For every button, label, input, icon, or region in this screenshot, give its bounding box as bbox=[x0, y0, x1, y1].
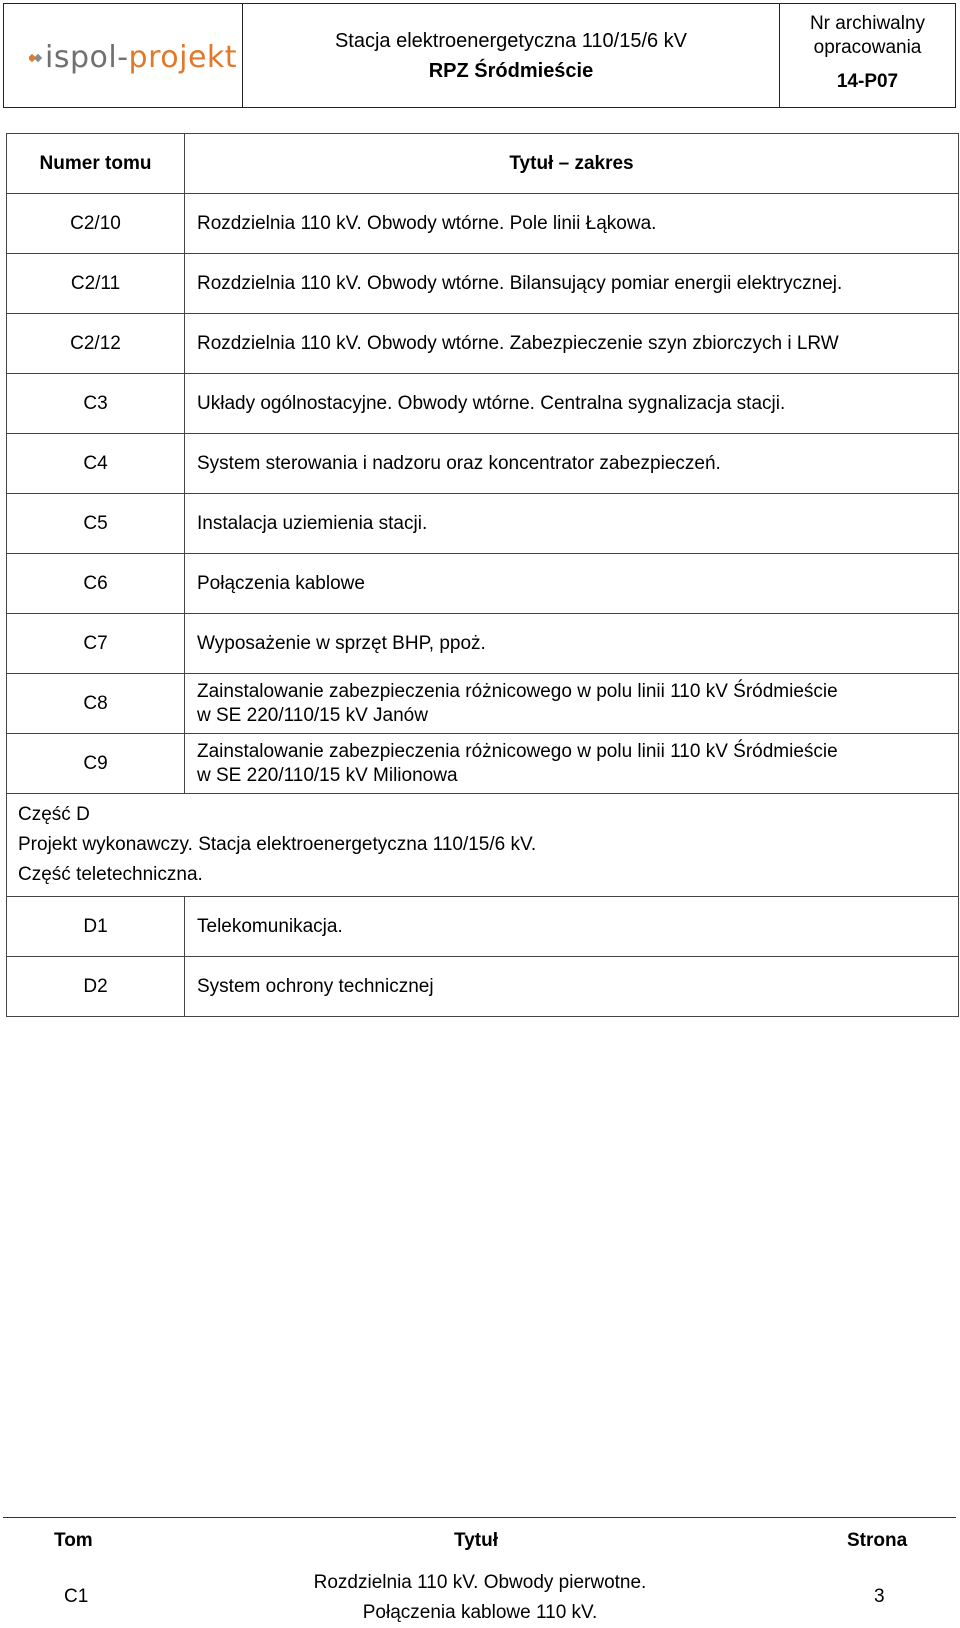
section-d-heading bbox=[7, 794, 959, 897]
section-d-label: Część D bbox=[18, 804, 90, 825]
volume-table bbox=[6, 133, 959, 1017]
volume-title: Wyposażenie w sprzęt BHP, ppoż. bbox=[185, 614, 959, 674]
logo-text-projekt: projekt bbox=[128, 40, 238, 75]
footer-page-number: 3 bbox=[874, 1586, 885, 1607]
volume-title: Telekomunikacja. bbox=[185, 897, 959, 957]
volume-number: D2 bbox=[7, 957, 185, 1017]
logo-cell bbox=[4, 4, 243, 107]
table-row bbox=[7, 734, 959, 794]
footer-title-value bbox=[280, 1568, 680, 1628]
table-row bbox=[7, 957, 959, 1017]
volume-number: C2/11 bbox=[7, 254, 185, 314]
volume-title: Rozdzielnia 110 kV. Obwody wtórne. Bilansujący pomiar energii elektrycznej. bbox=[185, 254, 959, 314]
volume-title: System ochrony technicznej bbox=[185, 957, 959, 1017]
table-row bbox=[7, 194, 959, 254]
table-row bbox=[7, 314, 959, 374]
section-d-project: Projekt wykonawczy. Stacja elektroenergetyczna 110/15/6 kV. bbox=[18, 834, 537, 855]
section-d-part: Część teletechniczna. bbox=[18, 864, 203, 885]
archive-number: 14-P07 bbox=[836, 71, 899, 92]
table-row bbox=[7, 554, 959, 614]
archive-label bbox=[780, 12, 955, 60]
volume-title-line-2: w SE 220/110/15 kV Janów bbox=[197, 704, 428, 726]
document-header bbox=[3, 3, 956, 108]
volume-title: Instalacja uziemienia stacji. bbox=[185, 494, 959, 554]
volume-title: Rozdzielnia 110 kV. Obwody wtórne. Zabezpieczenie szyn zbiorczych i LRW bbox=[185, 314, 959, 374]
volume-number: C5 bbox=[7, 494, 185, 554]
volume-number: C6 bbox=[7, 554, 185, 614]
footer-title-line-1: Rozdzielnia 110 kV. Obwody pierwotne. bbox=[313, 1572, 647, 1593]
volume-title: Połączenia kablowe bbox=[185, 554, 959, 614]
volume-number: D1 bbox=[7, 897, 185, 957]
archive-label-line-1: Nr archiwalny bbox=[809, 13, 926, 34]
volume-title: System sterowania i nadzoru oraz koncentrator zabezpieczeń. bbox=[185, 434, 959, 494]
company-logo bbox=[29, 40, 237, 75]
footer-divider bbox=[3, 1517, 956, 1518]
footer-tom-value: C1 bbox=[64, 1586, 89, 1607]
volume-number: C2/12 bbox=[7, 314, 185, 374]
archive-label-line-2: opracowania bbox=[813, 37, 922, 58]
column-header-number: Numer tomu bbox=[7, 134, 185, 194]
volume-title: Układy ogólnostacyjne. Obwody wtórne. Centralna sygnalizacja stacji. bbox=[185, 374, 959, 434]
volume-title-line-2: w SE 220/110/15 kV Milionowa bbox=[197, 764, 458, 786]
project-subtitle: RPZ Śródmieście bbox=[428, 60, 594, 82]
table-row bbox=[7, 254, 959, 314]
volume-number: C4 bbox=[7, 434, 185, 494]
footer-title-line-2: Połączenia kablowe 110 kV. bbox=[362, 1602, 598, 1623]
project-title-cell bbox=[243, 4, 780, 107]
logo-text-ispol: ispol- bbox=[45, 40, 129, 75]
table-row bbox=[7, 897, 959, 957]
table-row bbox=[7, 494, 959, 554]
column-header-title: Tytuł – zakres bbox=[185, 134, 959, 194]
footer-title-label: Tytuł bbox=[454, 1530, 498, 1551]
volume-number: C9 bbox=[7, 734, 185, 794]
volume-title: Rozdzielnia 110 kV. Obwody wtórne. Pole linii Łąkowa. bbox=[185, 194, 959, 254]
table-row bbox=[7, 674, 959, 734]
volume-number: C2/10 bbox=[7, 194, 185, 254]
volume-title bbox=[185, 734, 959, 794]
volume-title bbox=[185, 674, 959, 734]
table-row bbox=[7, 614, 959, 674]
footer-tom-label: Tom bbox=[54, 1530, 93, 1551]
table-row bbox=[7, 434, 959, 494]
table-row bbox=[7, 374, 959, 434]
volume-number: C8 bbox=[7, 674, 185, 734]
section-d-row bbox=[7, 794, 959, 897]
archive-cell bbox=[780, 4, 955, 107]
footer-page-label: Strona bbox=[847, 1530, 908, 1551]
table-header-row bbox=[7, 134, 959, 194]
volume-number: C7 bbox=[7, 614, 185, 674]
volume-title-line-1: Zainstalowanie zabezpieczenia różnicowego w polu linii 110 kV Śródmieście bbox=[197, 680, 838, 702]
project-title: Stacja elektroenergetyczna 110/15/6 kV bbox=[334, 30, 688, 52]
volume-number: C3 bbox=[7, 374, 185, 434]
logo-mark-icon bbox=[29, 51, 43, 65]
volume-title-line-1: Zainstalowanie zabezpieczenia różnicowego w polu linii 110 kV Śródmieście bbox=[197, 740, 838, 762]
